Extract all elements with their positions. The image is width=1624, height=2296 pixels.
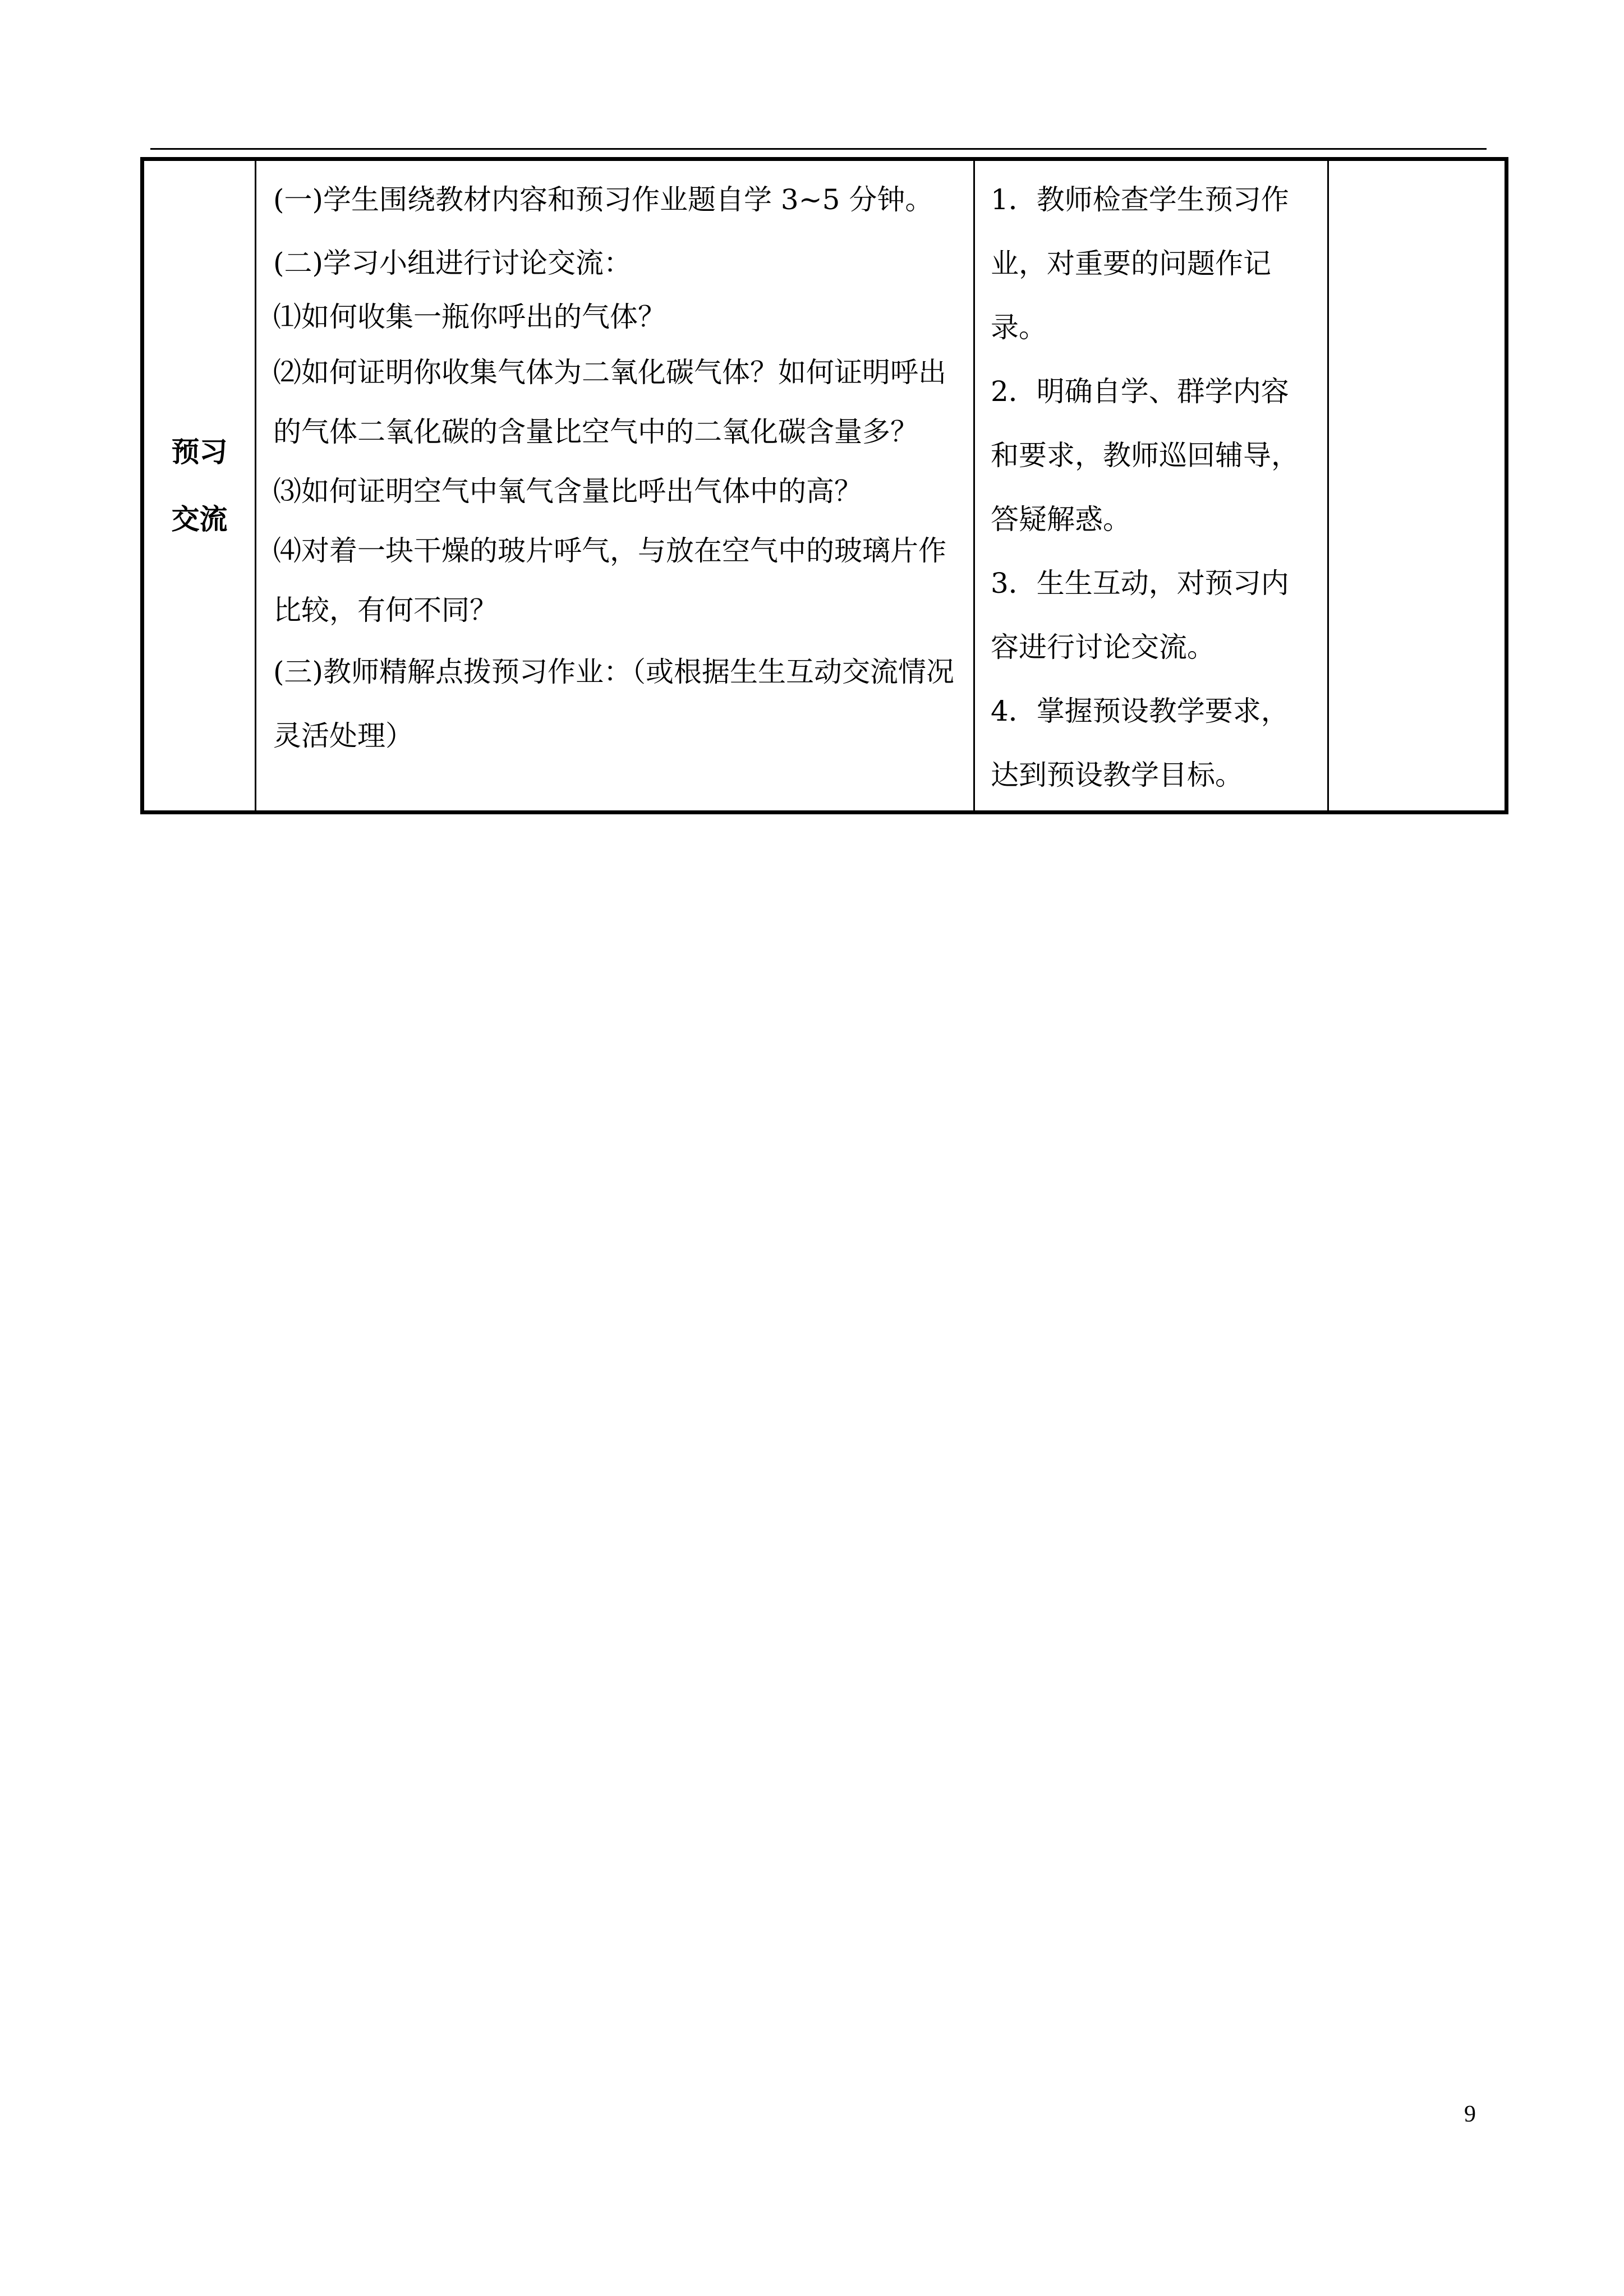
lesson-table xyxy=(140,157,1508,814)
student-activities-cell xyxy=(256,159,974,813)
activity-step-3: (三)教师精解点拨预习作业：（或根据生生互动交流情况灵活处理） xyxy=(273,656,955,752)
notes-cell xyxy=(1328,159,1507,813)
activity-step-1: (一)学生围绕教材内容和预习作业题自学 3~5 分钟。 xyxy=(273,183,933,216)
section-label-cell xyxy=(142,159,256,813)
teacher-step-2: 2．明确自学、群学内容和要求，教师巡回辅导，答疑解惑。 xyxy=(991,375,1299,536)
section-label-line-1: 预习 xyxy=(171,436,228,468)
page-number: 9 xyxy=(1464,2101,1476,2127)
teacher-step-3: 3．生生互动，对预习内容进行讨论交流。 xyxy=(991,567,1289,663)
teacher-step-1: 1．教师检查学生预习作业，对重要的问题作记录。 xyxy=(991,183,1289,344)
discussion-question-4: ⑷对着一块干燥的玻片呼气，与放在空气中的玻璃片作比较，有何不同？ xyxy=(273,534,946,626)
table-row xyxy=(142,159,1507,813)
header-rule xyxy=(150,148,1487,150)
discussion-question-3: ⑶如何证明空气中氧气含量比呼出气体中的高？ xyxy=(273,475,862,508)
discussion-question-1: ⑴如何收集一瓶你呼出的气体？ xyxy=(273,301,666,333)
teacher-activities-cell xyxy=(974,159,1328,813)
section-label-line-2: 交流 xyxy=(171,503,228,536)
discussion-question-2: ⑵如何证明你收集气体为二氧化碳气体？如何证明呼出的气体二氧化碳的含量比空气中的二氧化碳含量多？ xyxy=(273,356,946,448)
activity-step-2: (二)学习小组进行讨论交流： xyxy=(273,247,632,279)
teacher-step-4: 4．掌握预设教学要求，达到预设教学目标。 xyxy=(991,695,1289,791)
